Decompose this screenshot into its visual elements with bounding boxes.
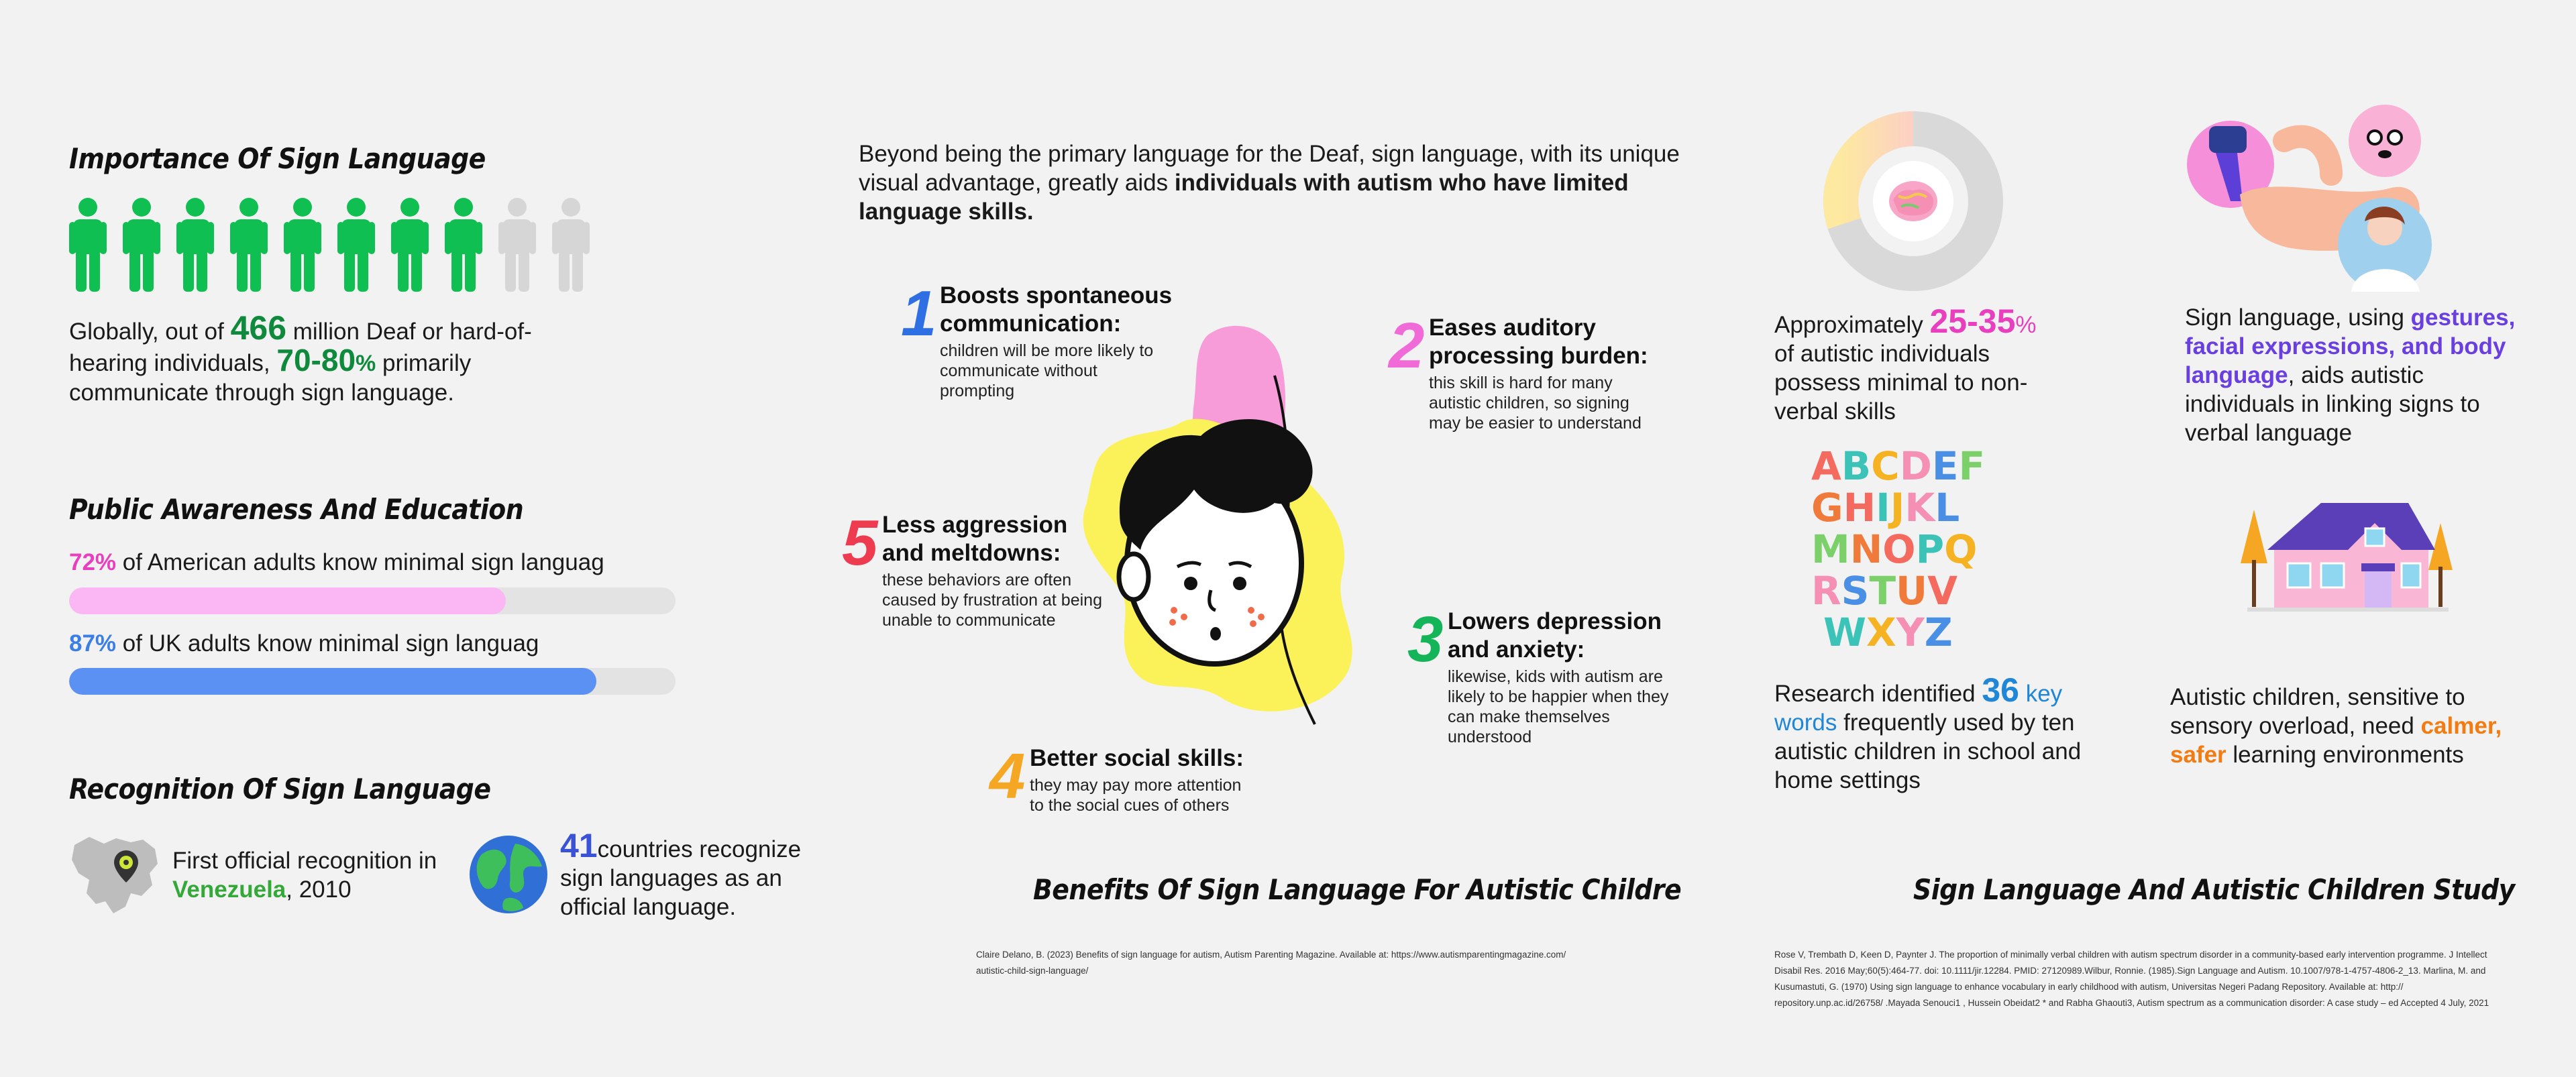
alphabet-letter: C [1871,443,1900,489]
gestures-stat-suffix: , aids autistic individuals in linking signs to verbal language [2185,362,2480,446]
us-awareness-bar-fill [69,587,506,614]
us-awareness-text: of American adults know minimal sign languag [122,549,604,575]
uk-awareness-label [69,629,539,658]
alphabet-letter: Y [1896,610,1925,655]
alphabet-letter: B [1841,443,1872,489]
alphabet-letter: T [1869,568,1896,614]
alphabet-illustration [1811,445,2026,660]
person-icon [391,198,429,292]
benefits-reference: Claire Delano, B. (2023) Benefits of sign language for autism, Autism Parenting Magazine. Available at: https://www.autismparentingmagazine.com/ autistic-child-sign-language/ [976,950,1566,976]
person-icon [337,198,375,292]
house-illustration [2207,496,2469,661]
nonverbal-stat-prefix: Approximately [1774,312,1923,338]
intro-bold: individuals with autism who have limited language skills. [859,170,1629,225]
venezuela-map-icon [69,832,163,919]
alphabet-letter: Q [1944,526,1978,572]
benefit-2-desc: this skill is hard for many autistic children, so signing may be easier to understand [1429,374,1642,433]
gestures-stat [2185,303,2534,447]
alphabet-row [1811,528,1977,570]
person-icon [498,198,536,292]
alphabet-letter: G [1811,485,1843,530]
alphabet-letter: I [1876,485,1890,530]
alphabet-letter: K [1904,485,1935,530]
person-icon [552,198,590,292]
nonverbal-stat [1774,302,2056,426]
alphabet-letter: W [1823,610,1866,655]
person-icon [123,198,160,292]
alphabet-letter: F [1958,443,1986,489]
alphabet-letter: U [1896,568,1928,614]
globe-icon [468,834,549,915]
environment-stat [2170,683,2519,769]
alphabet-letter: X [1866,610,1896,655]
awareness-title: Public Awareness And Education [69,493,524,526]
person-icon [176,198,214,292]
alphabet-letter: N [1849,526,1883,572]
alphabet-letter: H [1843,485,1876,530]
nonverbal-stat-pct: % [2015,312,2037,338]
us-awareness-percent: 72% [69,549,117,575]
nonverbal-stat-number: 25-35 [1929,302,2016,340]
alphabet-row [1823,612,1953,653]
nonverbal-stat-suffix: of autistic individuals possess minimal to non-verbal skills [1774,341,2028,424]
importance-title: Importance Of Sign Language [69,142,486,175]
uk-awareness-bar-fill [69,668,596,695]
global-stat-mid: million Deaf or hard-of-hearing individuals, [69,319,532,376]
benefit-2-title: Eases auditory processing burden: [1429,315,1648,369]
benefit-3-body [1448,608,1689,747]
alphabet-row [1811,570,1957,612]
intro-paragraph [859,139,1724,226]
countries-text [560,827,828,921]
benefit-4-body [1030,744,1271,815]
alphabet-letter: A [1811,443,1841,489]
countries-number: 41 [560,827,598,864]
gestures-illustration [2184,101,2438,295]
benefit-2 [1389,310,1670,433]
environment-stat-suffix: learning environments [2233,742,2464,768]
venezuela-text [172,846,461,904]
keywords-stat-prefix: Research identified [1774,681,1976,707]
keywords-stat-suffix: frequently used by ten autistic children in school and home settings [1774,710,2082,793]
alphabet-letter: O [1882,526,1916,572]
gestures-stat-prefix: Sign language, using [2185,304,2404,331]
benefit-1-desc: children will be more likely to communicate without prompting [940,341,1154,400]
benefit-1-body [940,282,1183,401]
alphabet-letter: E [1931,443,1959,489]
uk-awareness-percent: 87% [69,630,117,657]
global-stat-percent: 70-80 [276,343,356,378]
benefit-1 [901,278,1183,401]
study-section-title: Sign Language And Autistic Children Study [1913,873,2515,906]
gestures-stat-highlight: gestures, facial expressions, and body language [2185,304,2516,388]
benefit-1-number: 1 [901,278,937,349]
nonverbal-donut-chart [1819,107,2007,295]
global-stat-percent-sign: % [356,351,376,376]
alphabet-letter: L [1935,485,1960,530]
person-icon [69,198,107,292]
uk-awareness-bar-track [69,668,676,695]
alphabet-letter: V [1927,568,1958,614]
alphabet-row [1811,445,1985,487]
keywords-stat-number: 36 [1982,671,2019,709]
venezuela-year: , 2010 [286,876,352,903]
alphabet-letter: Z [1924,610,1953,655]
recognition-title: Recognition Of Sign Language [69,773,491,805]
benefit-5-title: Less aggression and meltdowns: [882,512,1068,566]
benefit-4 [989,740,1271,815]
benefit-3-title: Lowers depression and anxiety: [1448,608,1662,663]
benefit-2-number: 2 [1389,310,1425,382]
venezuela-text-1: First official recognition in [172,848,437,874]
benefit-4-title: Better social skills: [1030,745,1244,771]
benefit-5-number: 5 [842,507,878,579]
benefit-5-body [882,511,1124,630]
benefit-1-title: Boosts spontaneous communication: [940,282,1173,337]
benefit-3-number: 3 [1407,604,1444,675]
alphabet-letter: S [1841,568,1870,614]
environment-stat-prefix: Autistic children, sensitive to sensory overload, need [2170,684,2465,739]
keywords-stat [1774,671,2123,795]
person-icon [445,198,482,292]
global-stat-suffix: primarily communicate through sign language. [69,350,472,406]
benefit-5 [842,507,1124,630]
people-icons-row [69,198,606,292]
benefits-section-title: Benefits Of Sign Language For Autistic Childre [1033,873,1682,906]
keywords-stat-key: key words [1774,681,2063,736]
us-awareness-bar-track [69,587,676,614]
alphabet-letter: D [1899,443,1932,489]
alphabet-letter: P [1915,526,1945,572]
countries-desc: countries recognize sign languages as an official language. [560,836,802,920]
global-stat-number: 466 [230,309,287,347]
alphabet-row [1811,487,1960,528]
person-icon [230,198,268,292]
global-stat-text [69,309,579,407]
us-awareness-label [69,548,604,577]
benefit-2-body [1429,314,1670,433]
venezuela-name: Venezuela [172,876,286,903]
benefit-4-desc: they may pay more attention to the social cues of others [1030,776,1242,815]
benefit-4-number: 4 [989,740,1026,812]
global-stat-prefix: Globally, out of [69,319,224,345]
intro-plain: Beyond being the primary language for the Deaf, sign language, with its unique visual advantage, greatly aids [859,141,1680,196]
alphabet-letter: R [1811,568,1841,614]
environment-stat-highlight: calmer, safer [2170,713,2502,768]
alphabet-letter: M [1811,526,1850,572]
benefit-5-desc: these behaviors are often caused by frustration at being unable to communicate [882,571,1102,630]
benefit-3 [1407,604,1689,747]
benefit-3-desc: likewise, kids with autism are likely to be happier when they can make themselves understood [1448,667,1669,746]
uk-awareness-text: of UK adults know minimal sign languag [122,630,539,657]
alphabet-letter: J [1890,485,1905,530]
study-reference: Rose V, Trembath D, Keen D, Paynter J. The proportion of minimally verbal children with autism spectrum disorder in a community-based early intervention programme. J Intellect Disabil Res. 2016 May;60(5):464-77. doi: 10.1111/jir.12284. PMID: 27120989.Wilbur, Ronnie. (1985).Sign Language and Autism. 10.1007/978-1-4757-4806-2_13. Marlina, M. and Kusumastuti, G. (1970) Using sign language to enhance vocabulary in early childhood with autism, Universitas Negeri Padang Repository. Available at: http:// repository.unp.ac.id/26758/ .Mayada Senouci1 , Hussein Obeidat2 * and Rabha Ghaouti3, Autism spectrum as a communication disorder: A case study – ed Accepted 4 July, 2021 [1774,950,2489,1008]
person-icon [284,198,321,292]
